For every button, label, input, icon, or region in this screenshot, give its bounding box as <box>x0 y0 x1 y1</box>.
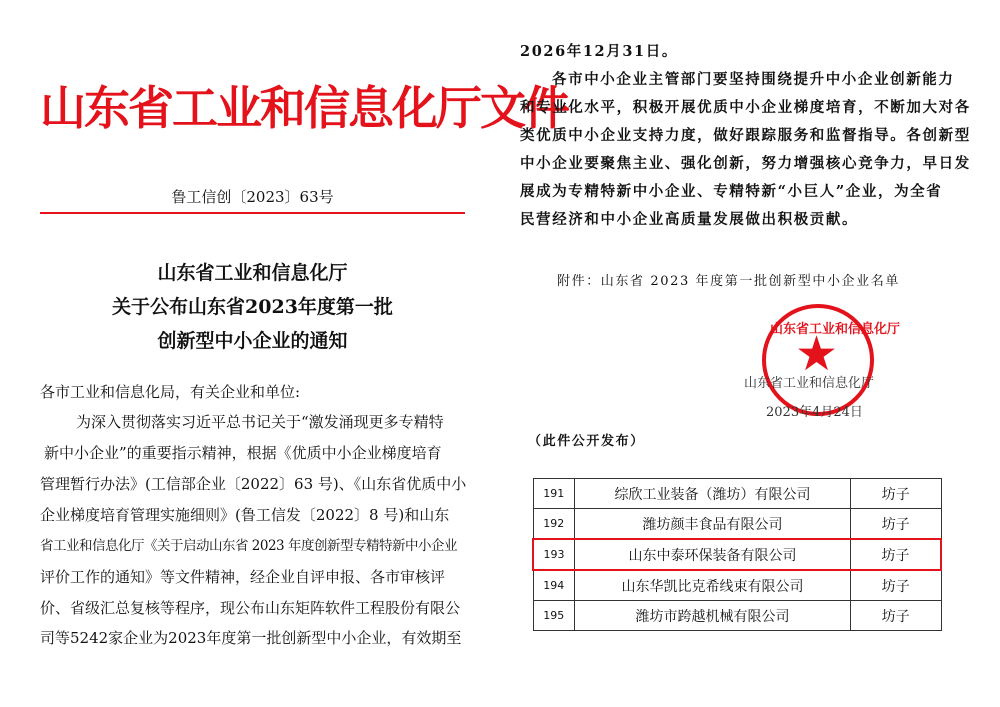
para2-line: 民营经济和中小企业高质量发展做出积极贡献。 <box>520 211 859 228</box>
table-row-highlighted <box>533 539 941 570</box>
red-divider <box>40 212 465 214</box>
region: 坊子 <box>851 601 942 631</box>
para1-line: 管理暂行办法》(工信部企业〔2022〕63 号)、《山东省优质中小 <box>40 475 467 493</box>
star-icon: ★ <box>795 326 839 382</box>
region: 坊子 <box>851 539 942 570</box>
company-name: 潍坊颜丰食品有限公司 <box>575 509 851 540</box>
company-name: 潍坊市跨越机械有限公司 <box>575 601 851 631</box>
company-name: 综欣工业装备（潍坊）有限公司 <box>575 479 851 509</box>
title-line-2: 关于公布山东省2023年度第一批 <box>112 296 393 318</box>
issue-date: 2023年4月24日 <box>766 405 863 420</box>
para1-line: 司等5242家企业为2023年度第一批创新型中小企业，有效期至 <box>40 629 462 647</box>
table-row <box>533 509 941 540</box>
salutation: 各市工业和信息化局，有关企业和单位: <box>40 383 301 401</box>
para1-line: 企业梯度培育管理实施细则》(鲁工信发〔2022〕8 号)和山东 <box>40 506 450 524</box>
row-number: 192 <box>533 509 575 540</box>
region: 坊子 <box>851 570 942 601</box>
title-line-3: 创新型中小企业的通知 <box>157 330 348 352</box>
para1-line: 评价工作的通知》等文件精神，经企业自评申报、各市审核评 <box>40 568 446 586</box>
row-number: 195 <box>533 601 575 631</box>
table-row <box>533 601 941 631</box>
para1-line: 价、省级汇总复核等程序，现公布山东矩阵软件工程股份有限公 <box>40 599 461 617</box>
row-number: 194 <box>533 570 575 601</box>
region: 坊子 <box>851 509 942 540</box>
row-number: 191 <box>533 479 575 509</box>
title-line-1: 山东省工业和信息化厅 <box>157 262 348 284</box>
attachment-note: 附件：山东省 2023 年度第一批创新型中小企业名单 <box>557 274 900 289</box>
para2-line: 中小企业要聚焦主业、强化创新，努力增强核心竞争力，早日发 <box>520 155 971 172</box>
company-name: 山东华凯比克希线束有限公司 <box>575 570 851 601</box>
para1-end: 2026年12月31日。 <box>520 43 678 60</box>
seal-text: 山东省工业和信息化厅 <box>770 322 901 337</box>
company-name: 山东中泰环保装备有限公司 <box>575 539 851 570</box>
para2-line: 各市中小企业主管部门要坚持围绕提升中小企业创新能力 <box>552 71 955 88</box>
para1-line: 为深入贯彻落实习近平总书记关于“激发涌现更多专精特 <box>76 413 444 431</box>
signature: 山东省工业和信息化厅 <box>744 376 875 391</box>
para2-line: 类优质中小企业支持力度，做好跟踪服务和监督指导。各创新型 <box>520 127 971 144</box>
masthead: 山东省工业和信息化厅文件 <box>40 81 568 135</box>
region: 坊子 <box>851 479 942 509</box>
para2-line: 和专业化水平，积极开展优质中小企业梯度培育，不断加大对各 <box>520 99 971 116</box>
para1-line: 新中小企业”的重要指示精神，根据《优质中小企业梯度培育 <box>44 444 442 462</box>
publication-note: （此件公开发布） <box>528 434 645 449</box>
company-table <box>532 478 942 631</box>
table-row <box>533 570 941 601</box>
row-number: 193 <box>533 539 575 570</box>
para2-line: 展成为专精特新中小企业、专精特新“小巨人”企业，为全省 <box>520 183 943 200</box>
doc-number: 鲁工信创〔2023〕63号 <box>171 188 334 206</box>
table-row <box>533 479 941 509</box>
para1-line: 省工业和信息化厅《关于启动山东省 2023 年度创新型专精特新中小企业 <box>40 538 457 554</box>
